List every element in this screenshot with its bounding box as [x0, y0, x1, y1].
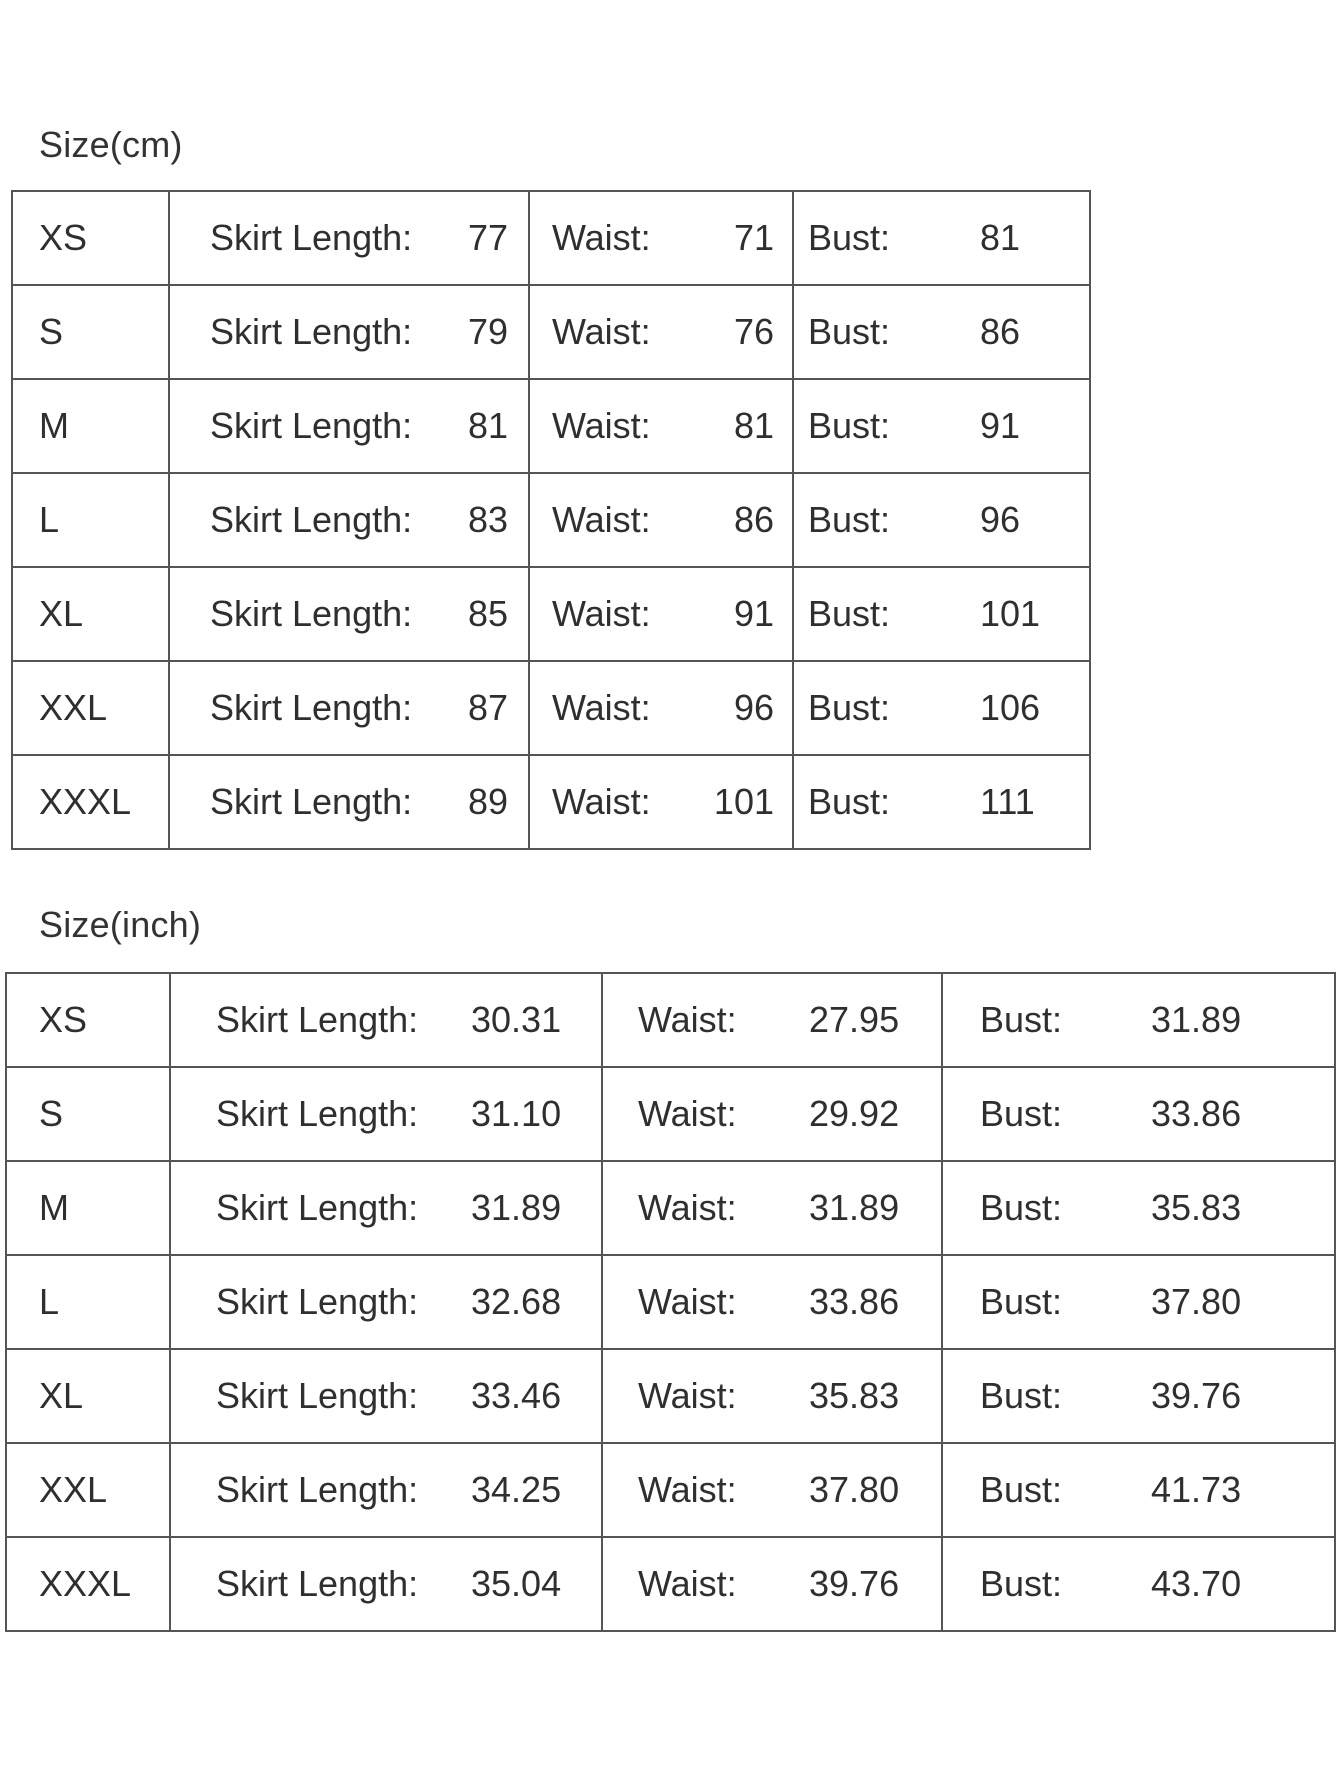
bust-label: Bust:: [980, 1563, 1063, 1604]
waist-cell: [602, 1443, 942, 1537]
size-cell: [12, 567, 169, 661]
size-cell: [6, 1067, 170, 1161]
table-row: [12, 285, 1090, 379]
bust-value: 31.89: [1151, 999, 1242, 1040]
skirt-length-value: 34.25: [471, 1469, 562, 1510]
size-cell: [12, 755, 169, 849]
bust-cell: [942, 1349, 1335, 1443]
bust-value: 33.86: [1151, 1093, 1242, 1134]
bust-label: Bust:: [980, 1469, 1063, 1510]
skirt-length-label: Skirt Length:: [210, 687, 413, 728]
skirt-length-label: Skirt Length:: [216, 1563, 419, 1604]
bust-value: 96: [980, 499, 1021, 540]
size-chart-inch-table: [5, 972, 1336, 1632]
skirt-length-value: 79: [467, 311, 508, 352]
waist-cell: [529, 379, 793, 473]
bust-cell: [793, 285, 1090, 379]
skirt-length-value: 81: [467, 405, 508, 446]
size-cell: [12, 473, 169, 567]
bust-value: 37.80: [1151, 1281, 1242, 1322]
table-row: [6, 1067, 1335, 1161]
table-row: [12, 191, 1090, 285]
bust-value: 106: [980, 687, 1041, 728]
table-row: [6, 1255, 1335, 1349]
waist-label: Waist:: [638, 1375, 737, 1416]
skirt-length-cell: [170, 1255, 602, 1349]
table-row: [6, 973, 1335, 1067]
size-label: XXXL: [39, 781, 132, 822]
skirt-length-label: Skirt Length:: [210, 593, 413, 634]
size-inch-title: Size(inch): [39, 904, 202, 945]
skirt-length-value: 83: [467, 499, 508, 540]
size-cm-title: Size(cm): [39, 124, 183, 165]
skirt-length-value: 31.89: [471, 1187, 562, 1228]
skirt-length-label: Skirt Length:: [216, 999, 419, 1040]
table-row: [12, 473, 1090, 567]
size-chart-inch-body: [6, 973, 1335, 1631]
bust-label: Bust:: [980, 1281, 1063, 1322]
bust-value: 39.76: [1151, 1375, 1242, 1416]
waist-label: Waist:: [552, 781, 651, 822]
waist-value: 91: [733, 593, 774, 634]
size-label: S: [39, 311, 64, 352]
skirt-length-value: 89: [467, 781, 508, 822]
waist-cell: [529, 755, 793, 849]
bust-cell: [793, 755, 1090, 849]
bust-value: 111: [980, 781, 1035, 822]
bust-value: 91: [980, 405, 1021, 446]
waist-value: 71: [733, 217, 774, 258]
bust-value: 101: [980, 593, 1041, 634]
skirt-length-value: 77: [467, 217, 508, 258]
waist-cell: [529, 567, 793, 661]
skirt-length-value: 31.10: [471, 1093, 562, 1134]
waist-value: 39.76: [809, 1563, 900, 1604]
bust-label: Bust:: [980, 1375, 1063, 1416]
waist-cell: [602, 1255, 942, 1349]
bust-value: 81: [980, 217, 1021, 258]
size-label: M: [39, 1187, 69, 1228]
waist-value: 101: [713, 781, 774, 822]
waist-label: Waist:: [638, 1187, 737, 1228]
bust-value: 41.73: [1151, 1469, 1242, 1510]
skirt-length-cell: [169, 473, 529, 567]
bust-label: Bust:: [808, 593, 891, 634]
size-label: XXL: [39, 1469, 108, 1510]
bust-label: Bust:: [808, 311, 891, 352]
skirt-length-cell: [169, 661, 529, 755]
size-label: L: [39, 499, 60, 540]
waist-label: Waist:: [552, 311, 651, 352]
skirt-length-cell: [169, 755, 529, 849]
waist-cell: [602, 1537, 942, 1631]
waist-value: 76: [733, 311, 774, 352]
bust-cell: [942, 1067, 1335, 1161]
bust-label: Bust:: [808, 499, 891, 540]
waist-value: 27.95: [809, 999, 900, 1040]
waist-value: 81: [733, 405, 774, 446]
bust-label: Bust:: [980, 999, 1063, 1040]
waist-label: Waist:: [638, 1469, 737, 1510]
waist-label: Waist:: [552, 687, 651, 728]
skirt-length-value: 85: [467, 593, 508, 634]
table-row: [12, 567, 1090, 661]
skirt-length-label: Skirt Length:: [210, 781, 413, 822]
waist-label: Waist:: [638, 999, 737, 1040]
skirt-length-label: Skirt Length:: [216, 1281, 419, 1322]
skirt-length-label: Skirt Length:: [210, 405, 413, 446]
table-row: [6, 1161, 1335, 1255]
skirt-length-label: Skirt Length:: [210, 499, 413, 540]
size-label: XS: [39, 999, 88, 1040]
skirt-length-value: 87: [467, 687, 508, 728]
skirt-length-cell: [169, 379, 529, 473]
size-cell: [12, 661, 169, 755]
waist-value: 33.86: [809, 1281, 900, 1322]
size-cell: [6, 973, 170, 1067]
size-cell: [6, 1255, 170, 1349]
bust-cell: [793, 661, 1090, 755]
size-label: S: [39, 1093, 64, 1134]
bust-label: Bust:: [808, 687, 891, 728]
size-label: XXL: [39, 687, 108, 728]
skirt-length-cell: [169, 285, 529, 379]
skirt-length-label: Skirt Length:: [210, 311, 413, 352]
skirt-length-value: 33.46: [471, 1375, 562, 1416]
size-label: XS: [39, 217, 88, 258]
waist-label: Waist:: [638, 1093, 737, 1134]
size-cell: [12, 191, 169, 285]
skirt-length-cell: [170, 973, 602, 1067]
bust-cell: [942, 1161, 1335, 1255]
bust-cell: [942, 973, 1335, 1067]
skirt-length-cell: [170, 1443, 602, 1537]
size-cell: [6, 1537, 170, 1631]
waist-cell: [602, 973, 942, 1067]
bust-value: 86: [980, 311, 1021, 352]
size-cell: [6, 1443, 170, 1537]
bust-value: 35.83: [1151, 1187, 1242, 1228]
size-label: XXXL: [39, 1563, 132, 1604]
skirt-length-label: Skirt Length:: [216, 1187, 419, 1228]
skirt-length-cell: [170, 1349, 602, 1443]
waist-cell: [529, 191, 793, 285]
skirt-length-cell: [169, 567, 529, 661]
waist-cell: [602, 1349, 942, 1443]
skirt-length-value: 35.04: [471, 1563, 562, 1604]
waist-cell: [529, 473, 793, 567]
bust-cell: [793, 567, 1090, 661]
waist-cell: [529, 661, 793, 755]
skirt-length-label: Skirt Length:: [216, 1469, 419, 1510]
skirt-length-cell: [170, 1537, 602, 1631]
waist-label: Waist:: [552, 217, 651, 258]
bust-label: Bust:: [980, 1093, 1063, 1134]
bust-label: Bust:: [808, 217, 891, 258]
size-label: XL: [39, 593, 84, 634]
waist-label: Waist:: [638, 1281, 737, 1322]
waist-value: 37.80: [809, 1469, 900, 1510]
size-label: M: [39, 405, 69, 446]
skirt-length-cell: [169, 191, 529, 285]
bust-label: Bust:: [980, 1187, 1063, 1228]
waist-cell: [602, 1067, 942, 1161]
bust-value: 43.70: [1151, 1563, 1242, 1604]
skirt-length-value: 32.68: [471, 1281, 562, 1322]
waist-label: Waist:: [638, 1563, 737, 1604]
waist-value: 35.83: [809, 1375, 900, 1416]
table-row: [6, 1349, 1335, 1443]
size-chart-cm-body: [12, 191, 1090, 849]
waist-label: Waist:: [552, 405, 651, 446]
skirt-length-cell: [170, 1161, 602, 1255]
skirt-length-label: Skirt Length:: [216, 1375, 419, 1416]
skirt-length-cell: [170, 1067, 602, 1161]
bust-cell: [942, 1443, 1335, 1537]
waist-cell: [602, 1161, 942, 1255]
size-label: XL: [39, 1375, 84, 1416]
size-chart-cm-table: [11, 190, 1091, 850]
size-cell: [12, 379, 169, 473]
table-row: [6, 1537, 1335, 1631]
size-cell: [12, 285, 169, 379]
waist-cell: [529, 285, 793, 379]
table-row: [12, 661, 1090, 755]
skirt-length-value: 30.31: [471, 999, 562, 1040]
table-row: [12, 379, 1090, 473]
table-row: [6, 1443, 1335, 1537]
waist-value: 96: [733, 687, 774, 728]
bust-label: Bust:: [808, 405, 891, 446]
skirt-length-label: Skirt Length:: [210, 217, 413, 258]
bust-cell: [793, 379, 1090, 473]
table-row: [12, 755, 1090, 849]
waist-value: 31.89: [809, 1187, 900, 1228]
waist-label: Waist:: [552, 499, 651, 540]
waist-label: Waist:: [552, 593, 651, 634]
size-cell: [6, 1349, 170, 1443]
bust-cell: [793, 473, 1090, 567]
bust-label: Bust:: [808, 781, 891, 822]
bust-cell: [793, 191, 1090, 285]
skirt-length-label: Skirt Length:: [216, 1093, 419, 1134]
bust-cell: [942, 1537, 1335, 1631]
size-label: L: [39, 1281, 60, 1322]
waist-value: 29.92: [809, 1093, 900, 1134]
size-cell: [6, 1161, 170, 1255]
bust-cell: [942, 1255, 1335, 1349]
waist-value: 86: [733, 499, 774, 540]
